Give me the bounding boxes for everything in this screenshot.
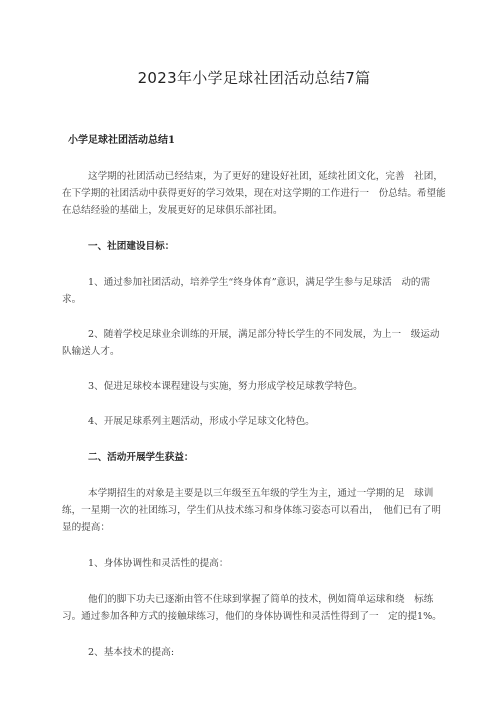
goal-item-1: 1、通过参加社团活动，培养学生“终身体育”意识，满足学生参与足球活 动的需求。 [62,277,431,305]
heading-goals: 一、社团建设目标： [88,241,175,252]
benefit-item-1: 1、身体协调性和灵活性的提高： [88,558,229,569]
document-title: 2023年小学足球社团活动总结7篇 [137,69,371,87]
goal-item-4: 4、开展足球系列主题活动，形成小学足球文化特色。 [88,416,315,427]
heading-benefits: 二、活动开展学生获益： [88,452,194,463]
benefit-item-1-text: 他们的脚下功夫已逐渐由管不住球到掌握了简单的技术，例如简单运球和绕 标练习。通过参加各种方式的接触球练习，他们的身体协调性和灵活性得到了一 定的提1%。 [62,594,442,622]
section-title: 小学足球社团活动总结1 [68,135,175,146]
benefits-paragraph: 本学期招生的对象是主要是以三年级至五年级的学生为主，通过一学期的足 球训练，一星期一次的社团练习，学生们从技术练习和身体练习姿态可以看出， 他们已有了明显的提高： [62,488,441,533]
benefit-item-2: 2、基本技术的提高: [88,647,175,658]
goal-item-2: 2、随着学校足球业余训练的开展，满足部分特长学生的不同发展，为上一 级运动队输送人才。 [62,329,440,357]
intro-paragraph: 这学期的社团活动已经结束，为了更好的建设好社团，延续社团文化，完善 社团，在下学期的社团活动中获得更好的学习效果，现在对这学期的工作进行一 份总结。希望能在总结经验的基础上，发展更好的足球俱乐部社团。 [62,171,446,216]
goal-item-3: 3、促进足球校本课程建设与实施，努力形成学校足球教学特色。 [88,381,363,392]
